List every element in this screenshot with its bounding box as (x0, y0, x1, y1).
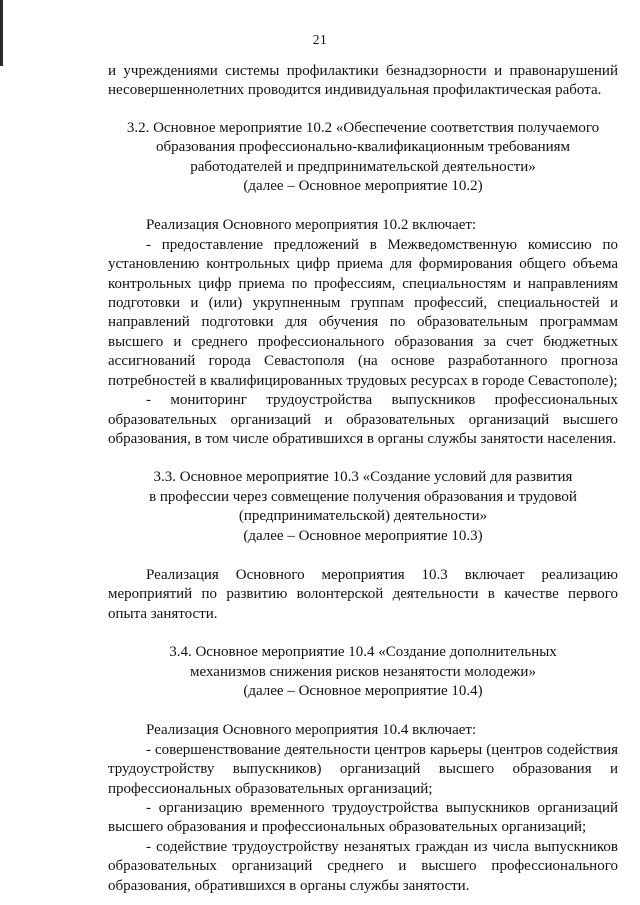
page-number: 21 (312, 32, 328, 47)
section-heading-line: механизмов снижения рисков незанятости молодежи» (190, 663, 536, 680)
section-10-3-paragraph: Реализация Основного мероприятия 10.3 включает реализацию мероприятий по развитию волонтерской деятельности в качестве первого опыта занятости. (108, 566, 618, 622)
section-heading-line: (предпринимательской) деятельности» (238, 508, 488, 525)
section-10-4-heading (108, 643, 618, 701)
section-10-2-lead: Реализация Основного мероприятия 10.2 включает: (146, 217, 477, 234)
list-item: - организацию временного трудоустройства выпускников организаций высшего образования и профессиональных образовательных организаций; (108, 800, 618, 836)
section-heading-line: 3.3. Основное мероприятие 10.3 «Создание условий для развития (153, 469, 573, 486)
section-heading-line: (далее – Основное мероприятие 10.4) (243, 682, 483, 699)
section-10-3-heading (108, 468, 618, 546)
section-heading-line: 3.2. Основное мероприятие 10.2 «Обеспечение соответствия получаемого (126, 119, 600, 136)
section-heading-line: (далее – Основное мероприятие 10.3) (243, 527, 483, 544)
section-heading-line: 3.4. Основное мероприятие 10.4 «Создание дополнительных (169, 644, 557, 661)
list-item: - мониторинг трудоустройства выпускников профессиональных образовательных организаций и образовательных организаций высшего образования, в том числе обратившихся в органы службы занятости населения. (108, 392, 618, 447)
section-heading-line: работодателей и предпринимательской деятельности» (190, 158, 536, 175)
section-heading-line: в профессии через совмещение получения образования и трудовой (149, 488, 577, 505)
list-item: - содействие трудоустройству незанятых граждан из числа выпускников образовательных организаций среднего и высшего профессионального образования, обратившихся в органы службы занятости. (108, 838, 618, 894)
section-heading-line: (далее – Основное мероприятие 10.2) (243, 178, 483, 195)
section-10-4-lead: Реализация Основного мероприятия 10.4 включает: (146, 722, 477, 739)
document-body (108, 62, 618, 896)
list-item: - совершенствование деятельности центров карьеры (центров содействия трудоустройству выпускников) организаций высшего образования и профессиональных образовательных организаций; (108, 741, 618, 797)
list-item: - предоставление предложений в Межведомственную комиссию по установлению контрольных цифр приема для формирования общего объема контрольных цифр приема по профессиям, специальностям и направлениям подготовки и (или) укрупненным группам профессий, специальностей и направлений подготовки для обучения по образовательным программам высшего и среднего профессионального образования за счет бюджетных ассигнований города Севастополя (на основе разработанного прогноза потребностей в квалифицированных трудовых ресурсах в городе Севастополе); (108, 236, 618, 389)
section-10-2-heading (108, 119, 618, 197)
intro-paragraph: и учреждениями системы профилактики безнадзорности и правонарушений несовершеннолетних проводится индивидуальная профилактическая работа. (108, 63, 618, 99)
section-heading-line: образования профессионально-квалификационным требованиям (155, 139, 571, 156)
